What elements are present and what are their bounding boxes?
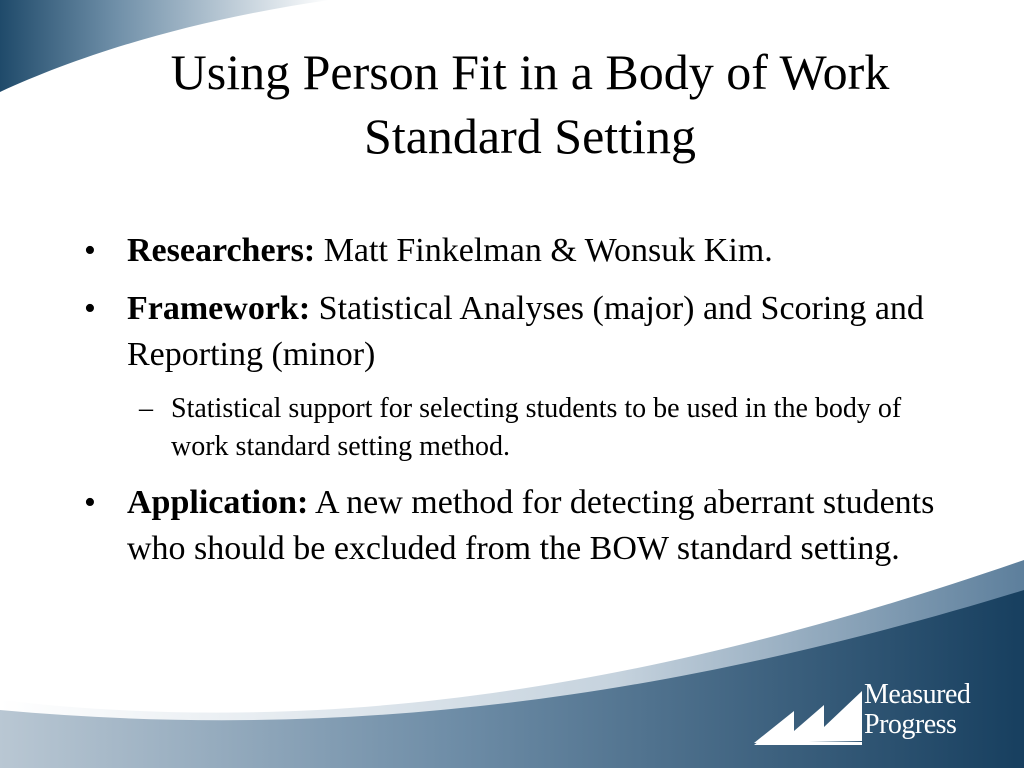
- bullet-researchers: [84, 228, 964, 274]
- bullet-list: [84, 228, 964, 584]
- bullet-text: A new method for detecting aberrant students who should be excluded from the BOW standard setting.: [127, 484, 935, 567]
- sub-bullet-statistical-support: [84, 390, 964, 466]
- bullet-framework: [84, 286, 964, 378]
- bullet-text: Matt Finkelman & Wonsuk Kim.: [315, 232, 773, 269]
- bullet-application: [84, 480, 964, 572]
- bullet-mark: •: [84, 290, 96, 327]
- bullet-label: Framework:: [127, 290, 311, 327]
- title-line-2: Standard Setting: [364, 108, 696, 164]
- bullet-text: Statistical Analyses (major) and Scoring and Reporting (minor): [127, 290, 924, 373]
- sub-bullet-mark: –: [139, 393, 153, 424]
- bullet-mark: •: [84, 232, 96, 269]
- bullet-mark: •: [84, 484, 96, 521]
- bullet-label: Application:: [127, 484, 309, 521]
- slide-title: [60, 40, 1000, 168]
- sub-bullet-text: Statistical support for selecting students to be used in the body of work standard setting method.: [171, 393, 902, 462]
- title-line-1: Using Person Fit in a Body of Work: [170, 44, 890, 100]
- logo-line-2: Progress: [864, 709, 957, 740]
- bullet-label: Researchers:: [127, 232, 316, 269]
- logo-line-1: Measured: [864, 679, 971, 710]
- logo-wordmark: [864, 680, 970, 740]
